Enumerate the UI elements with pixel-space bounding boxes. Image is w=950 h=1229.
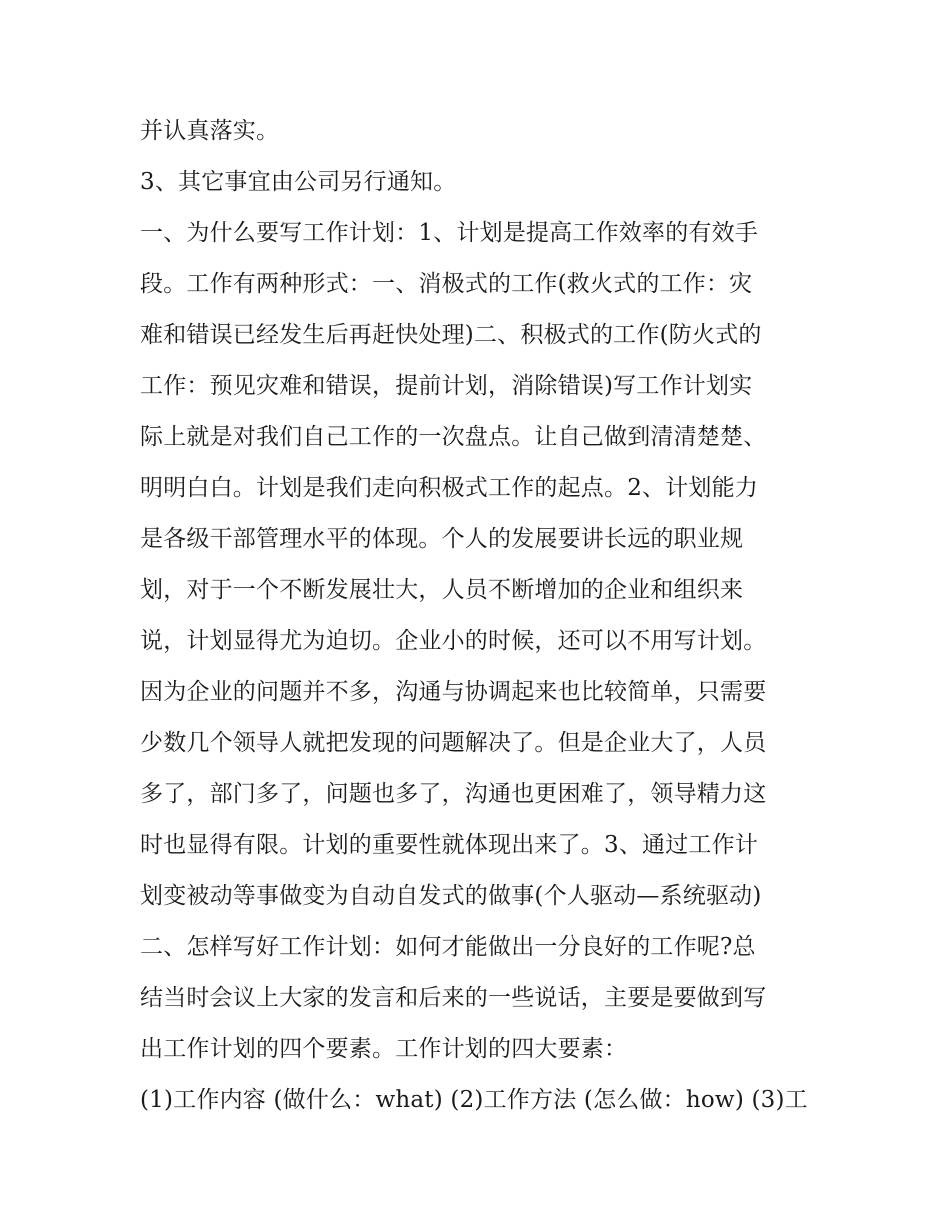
text-line: 结当时会议上大家的发言和后来的一些说话，主要是要做到写 [140, 985, 767, 1011]
text-line: 一、为什么要写工作计划：1、计划是提高工作效率的有效手 [140, 220, 759, 246]
text-line: 工作：预见灾难和错误，提前计划，消除错误)写工作计划实 [140, 373, 753, 399]
text-line: 际上就是对我们自己工作的一次盘点。让自己做到清清楚楚、 [140, 424, 767, 450]
text-line: 划变被动等事做变为自动自发式的做事(个人驱动—系统驱动) [140, 883, 762, 909]
text-line: 明明白白。计划是我们走向积极式工作的起点。2、计划能力 [140, 475, 759, 501]
text-line: 划，对于一个不断发展壮大，人员不断增加的企业和组织来 [140, 577, 744, 603]
text-line: (1)工作内容 (做什么：what) (2)工作方法 (怎么做：how) (3)工 [140, 1087, 808, 1113]
text-line: 难和错误已经发生后再赶快处理)二、积极式的工作(防火式的 [140, 322, 762, 348]
text-line: 二、怎样写好工作计划：如何才能做出一分良好的工作呢?总 [140, 934, 756, 960]
text-line: 并认真落实。 [140, 118, 280, 144]
text-line: 多了，部门多了，问题也多了，沟通也更困难了，领导精力这 [140, 781, 767, 807]
text-line: 时也显得有限。计划的重要性就体现出来了。3、通过工作计 [140, 832, 759, 858]
document-body [140, 106, 820, 1126]
text-line: 出工作计划的四个要素。工作计划的四大要素： [140, 1036, 628, 1062]
text-line: 3、其它事宜由公司另行通知。 [140, 169, 457, 195]
text-line: 段。工作有两种形式：一、消极式的工作(救火式的工作：灾 [140, 271, 753, 297]
text-line: 说，计划显得尤为迫切。企业小的时候，还可以不用写计划。 [140, 628, 767, 654]
text-line: 因为企业的问题并不多，沟通与协调起来也比较简单，只需要 [140, 679, 767, 705]
text-line: 少数几个领导人就把发现的问题解决了。但是企业大了，人员 [140, 730, 767, 756]
text-line: 是各级干部管理水平的体现。个人的发展要讲长远的职业规 [140, 526, 744, 552]
